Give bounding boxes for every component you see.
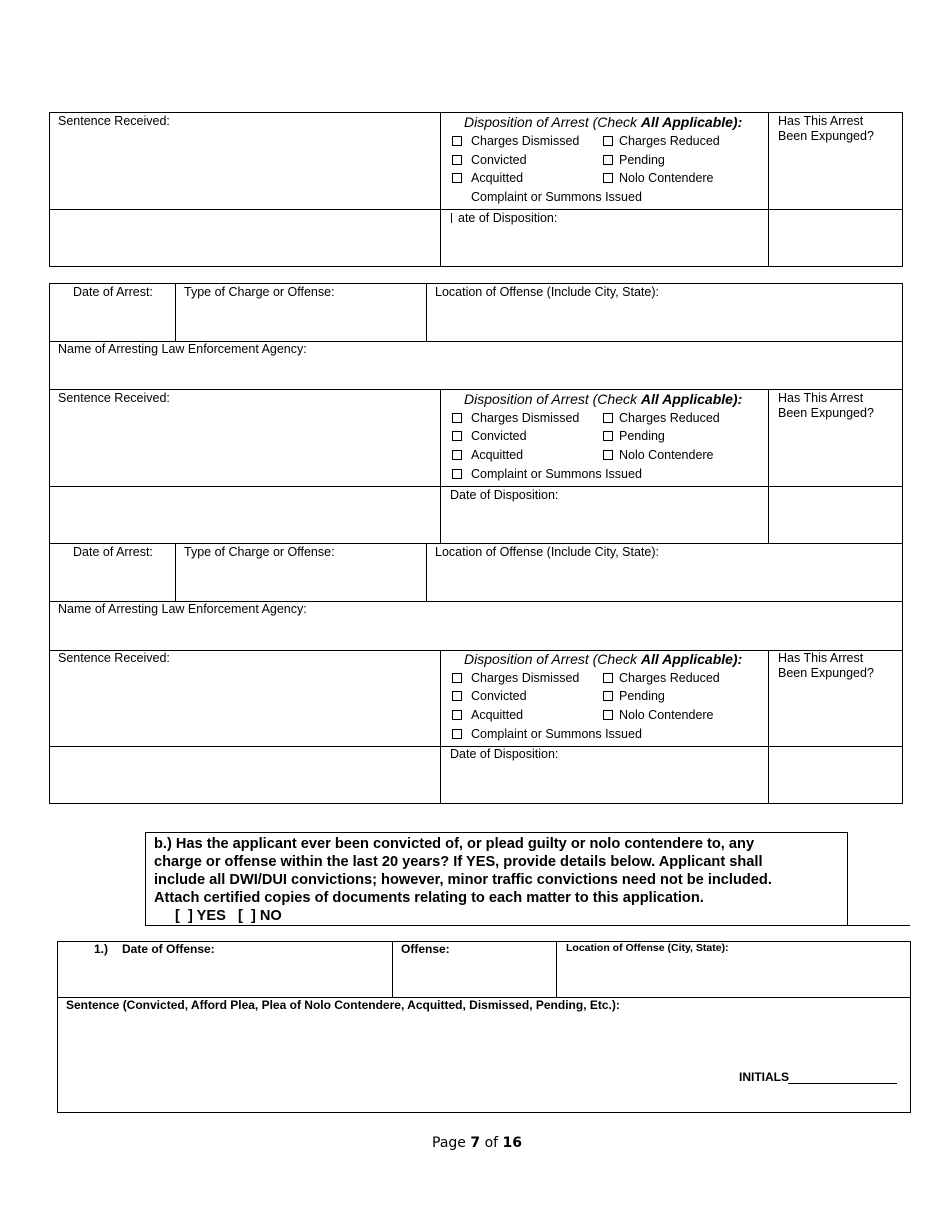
expunged-label-2: Been Expunged? <box>778 666 874 680</box>
convicted-label: Convicted <box>471 153 527 167</box>
charges-dismissed-checkbox[interactable] <box>452 673 462 683</box>
disposition-title: Disposition of Arrest (Check All Applicable): <box>464 651 743 667</box>
divider <box>440 650 441 804</box>
sentence-received-label: Sentence Received: <box>58 114 170 128</box>
question-b-underline <box>848 925 910 926</box>
stray-mark <box>451 213 452 223</box>
nolo-contendere-checkbox[interactable] <box>603 173 613 183</box>
divider <box>556 941 557 998</box>
complaint-summons-label: Complaint or Summons Issued <box>471 467 642 481</box>
divider <box>768 389 769 543</box>
nolo-contendere-checkbox[interactable] <box>603 710 613 720</box>
complaint-summons-checkbox[interactable] <box>452 469 462 479</box>
initials-label: INITIALS <box>739 1070 789 1084</box>
nolo-contendere-label: Nolo Contendere <box>619 448 714 462</box>
question-b-text: b.) Has the applicant ever been convicted of, or plead guilty or nolo contendere to, any <box>154 836 755 852</box>
sentence-received-label: Sentence Received: <box>58 391 170 405</box>
sentence-received-label: Sentence Received: <box>58 651 170 665</box>
divider <box>49 543 903 544</box>
conviction-table <box>57 941 911 1113</box>
location-of-offense-label: Location of Offense (Include City, State): <box>435 545 659 559</box>
nolo-contendere-label: Nolo Contendere <box>619 708 714 722</box>
charges-dismissed-label: Charges Dismissed <box>471 134 580 148</box>
question-b-text: Attach certified copies of documents relating to each matter to this application. <box>154 890 704 906</box>
divider <box>426 283 427 341</box>
charges-reduced-checkbox[interactable] <box>603 136 613 146</box>
type-of-charge-label: Type of Charge or Offense: <box>184 285 335 299</box>
divider <box>440 389 441 543</box>
charges-dismissed-checkbox[interactable] <box>452 413 462 423</box>
expunged-label: Has This Arrest <box>778 391 864 405</box>
acquitted-checkbox[interactable] <box>452 450 462 460</box>
date-of-disposition-label: Date of Disposition: <box>450 488 559 502</box>
divider <box>49 389 903 390</box>
acquitted-label: Acquitted <box>471 448 524 462</box>
divider <box>768 650 769 804</box>
charges-reduced-checkbox[interactable] <box>603 673 613 683</box>
pending-label: Pending <box>619 689 665 703</box>
page-number: Page 7 of 16 <box>432 1135 522 1151</box>
date-of-disposition-label: Date of Disposition: <box>450 747 559 761</box>
charges-reduced-label: Charges Reduced <box>619 134 720 148</box>
type-of-charge-label: Type of Charge or Offense: <box>184 545 335 559</box>
pending-label: Pending <box>619 429 665 443</box>
conviction-number: 1.) <box>94 942 109 956</box>
location-of-offense-label: Location of Offense (Include City, State): <box>435 285 659 299</box>
divider <box>768 112 769 267</box>
location-label: Location of Offense (City, State): <box>566 942 729 954</box>
acquitted-checkbox[interactable] <box>452 710 462 720</box>
disposition-title: Disposition of Arrest (Check All Applicable): <box>464 391 743 407</box>
date-of-arrest-label: Date of Arrest: <box>73 545 153 559</box>
convicted-checkbox[interactable] <box>452 431 462 441</box>
initials-field[interactable] <box>788 1083 897 1084</box>
charges-reduced-label: Charges Reduced <box>619 671 720 685</box>
pending-checkbox[interactable] <box>603 431 613 441</box>
charges-reduced-label: Charges Reduced <box>619 411 720 425</box>
date-of-arrest-label: Date of Arrest: <box>73 285 153 299</box>
question-b-text: include all DWI/DUI convictions; however, minor traffic convictions need not be included. <box>154 872 772 888</box>
complaint-summons-label: Complaint or Summons Issued <box>471 190 642 204</box>
convicted-checkbox[interactable] <box>452 691 462 701</box>
expunged-label: Has This Arrest <box>778 114 864 128</box>
divider <box>49 486 903 487</box>
complaint-summons-checkbox[interactable] <box>452 729 462 739</box>
nolo-contendere-checkbox[interactable] <box>603 450 613 460</box>
divider <box>426 543 427 601</box>
convicted-checkbox[interactable] <box>452 155 462 165</box>
yes-no-choice[interactable]: [ ] YES [ ] NO <box>175 908 282 924</box>
charges-dismissed-label: Charges Dismissed <box>471 671 580 685</box>
date-of-offense-label: Date of Offense: <box>122 942 215 956</box>
disposition-title: Disposition of Arrest (Check All Applicable): <box>464 114 743 130</box>
acquitted-label: Acquitted <box>471 171 524 185</box>
divider <box>392 941 393 998</box>
arresting-agency-label: Name of Arresting Law Enforcement Agency: <box>58 602 307 616</box>
pending-checkbox[interactable] <box>603 691 613 701</box>
sentence-label: Sentence (Convicted, Afford Plea, Plea of Nolo Contendere, Acquitted, Dismissed, Pending, Etc.): <box>66 998 620 1012</box>
divider <box>175 283 176 341</box>
divider <box>49 209 903 210</box>
divider <box>440 112 441 267</box>
expunged-label-2: Been Expunged? <box>778 129 874 143</box>
acquitted-checkbox[interactable] <box>452 173 462 183</box>
charges-dismissed-label: Charges Dismissed <box>471 411 580 425</box>
convicted-label: Convicted <box>471 429 527 443</box>
complaint-summons-label: Complaint or Summons Issued <box>471 727 642 741</box>
pending-checkbox[interactable] <box>603 155 613 165</box>
acquitted-label: Acquitted <box>471 708 524 722</box>
expunged-label: Has This Arrest <box>778 651 864 665</box>
question-b-text: charge or offense within the last 20 years? If YES, provide details below. Applicant shall <box>154 854 763 870</box>
charges-dismissed-checkbox[interactable] <box>452 136 462 146</box>
divider <box>175 543 176 601</box>
nolo-contendere-label: Nolo Contendere <box>619 171 714 185</box>
offense-label: Offense: <box>401 942 450 956</box>
convicted-label: Convicted <box>471 689 527 703</box>
date-of-disposition-label: ate of Disposition: <box>458 211 558 225</box>
arresting-agency-label: Name of Arresting Law Enforcement Agency: <box>58 342 307 356</box>
expunged-label-2: Been Expunged? <box>778 406 874 420</box>
charges-reduced-checkbox[interactable] <box>603 413 613 423</box>
pending-label: Pending <box>619 153 665 167</box>
